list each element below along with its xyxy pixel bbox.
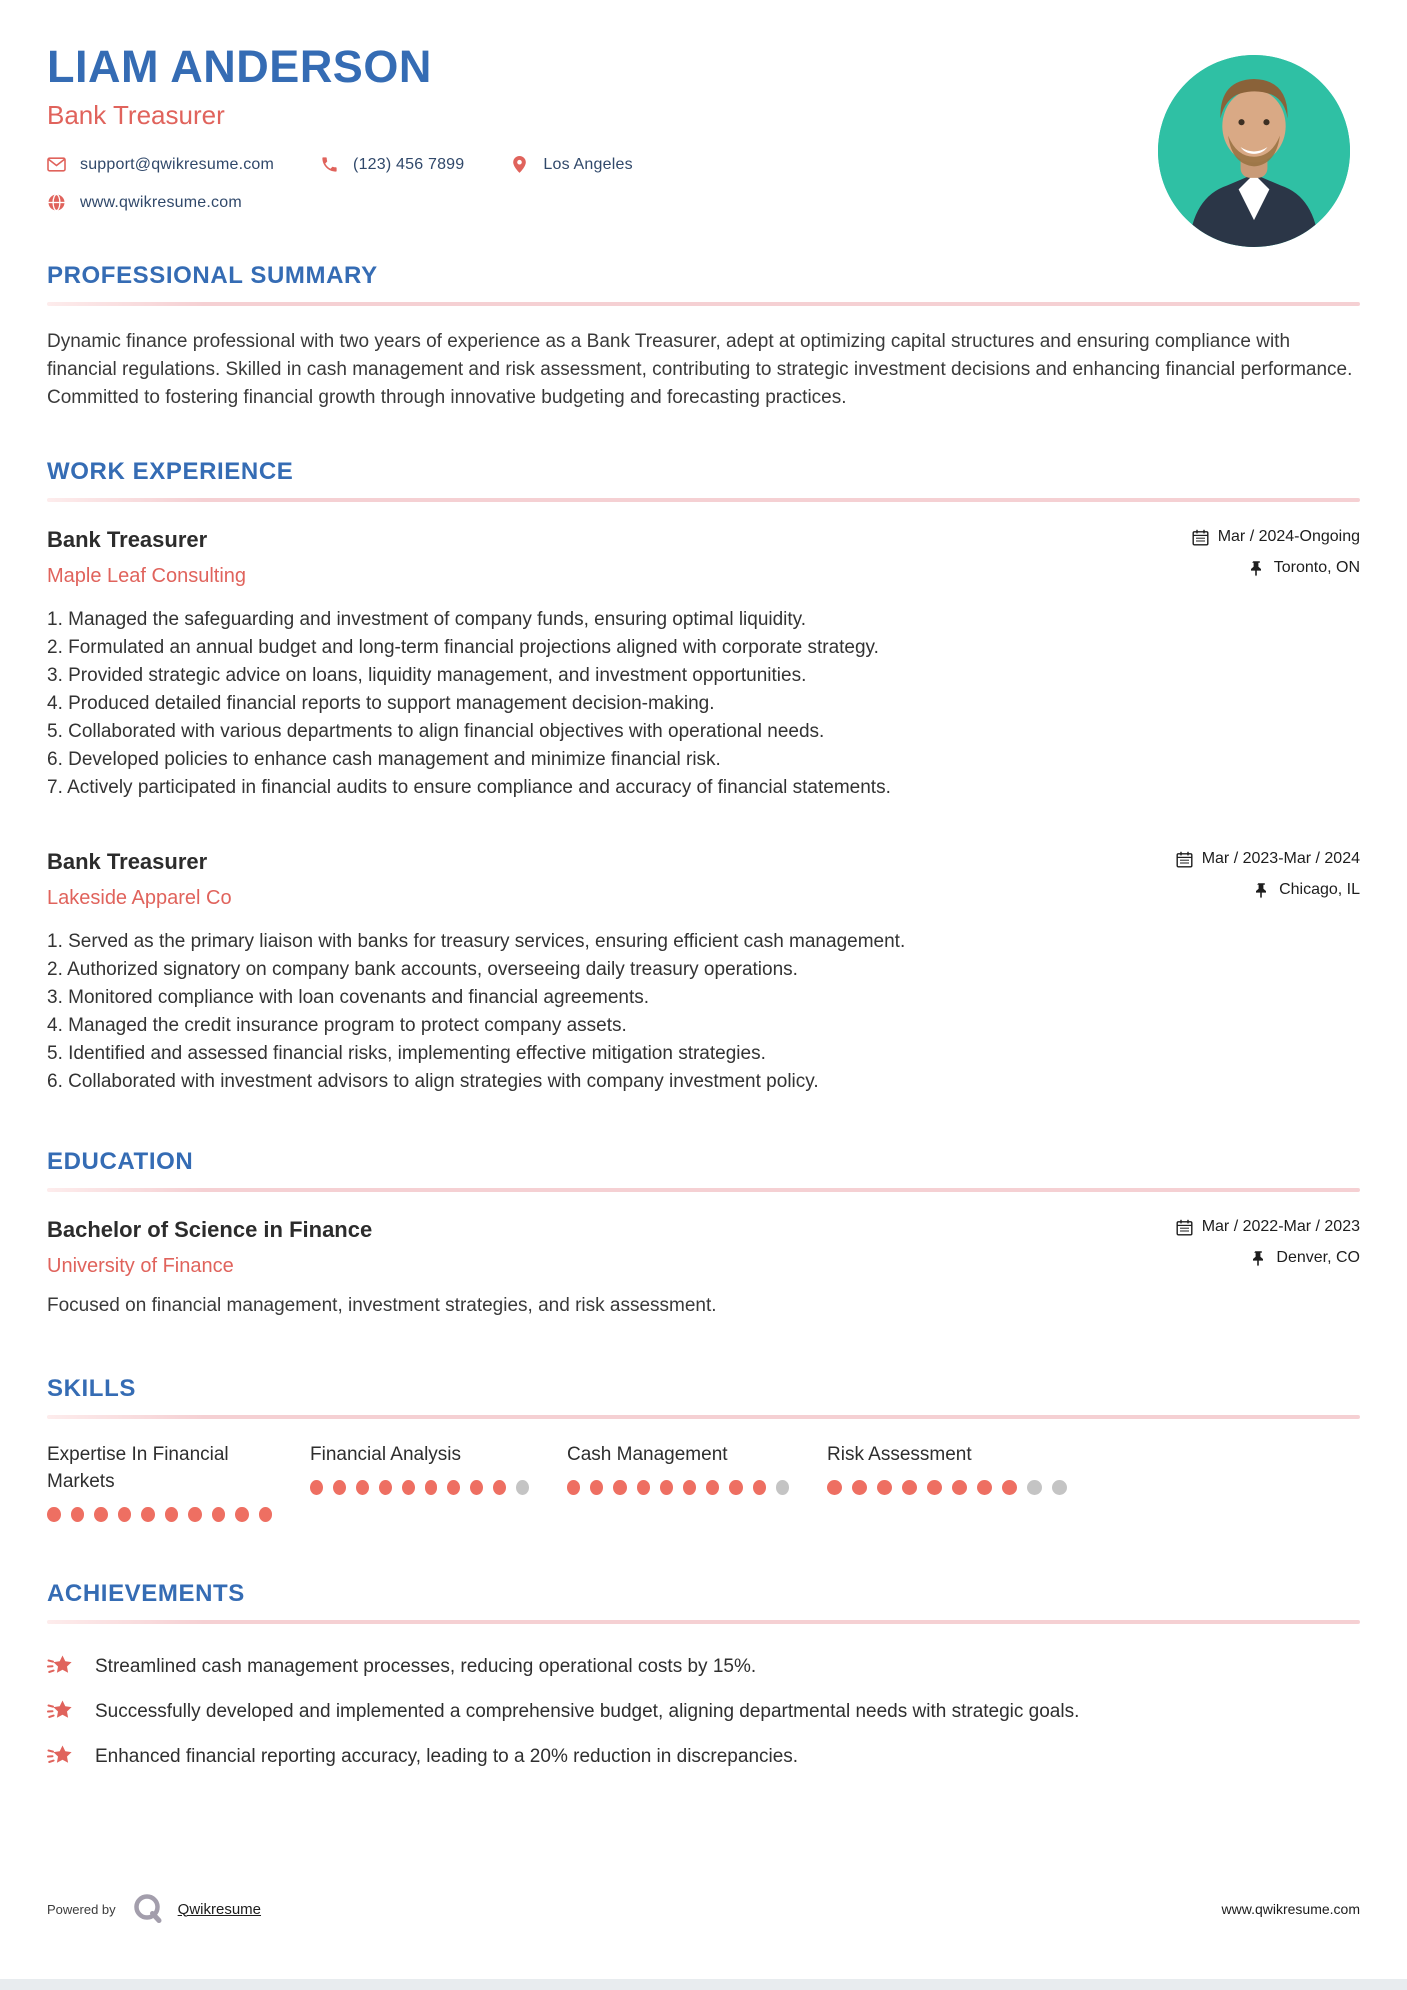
skill-rating-dot (425, 1480, 438, 1495)
calendar-icon (1176, 1219, 1193, 1236)
footer-powered-by (47, 1893, 261, 1925)
education-entry (47, 1216, 1360, 1319)
job-bullet-list (47, 606, 1360, 802)
page-bottom-edge (0, 1979, 1407, 1990)
job-entry (47, 526, 1360, 802)
pushpin-icon (1248, 560, 1265, 577)
job-dates: Mar / 2023-Mar / 2024 (1201, 850, 1360, 867)
list-item: 4. Managed the credit insurance program to protect company assets. (47, 1015, 627, 1036)
job-entry (47, 848, 1360, 1096)
skill-rating-dot (927, 1480, 942, 1495)
footer-website-link[interactable]: www.qwikresume.com (1221, 1901, 1360, 1917)
profile-photo (1158, 55, 1350, 247)
skill-rating-dot (776, 1480, 789, 1495)
achievement-star-icon (47, 1652, 74, 1679)
skill-rating-dot (852, 1480, 867, 1495)
skill-rating-dot (379, 1480, 392, 1495)
achievement-star-icon (47, 1742, 74, 1769)
skill-rating-dot (877, 1480, 892, 1495)
job-heading (47, 526, 246, 588)
skill-rating (47, 1507, 272, 1522)
skill-rating-dot (1052, 1480, 1067, 1495)
skill-rating-dot (827, 1480, 842, 1495)
location-pin-icon (510, 155, 529, 174)
job-company: Maple Leaf Consulting (47, 565, 247, 587)
pushpin-icon (1253, 882, 1270, 899)
job-heading (47, 848, 232, 910)
section-divider (47, 1415, 1360, 1419)
achievement-star-icon (47, 1697, 74, 1724)
person-name: LIAM ANDERSON (47, 41, 432, 92)
section-education (47, 1148, 1360, 1319)
page-footer (47, 1893, 1360, 1925)
skill-rating-dot (753, 1480, 766, 1495)
section-title: WORK EXPERIENCE (47, 458, 294, 485)
section-title: EDUCATION (47, 1148, 194, 1175)
skill-name: Financial Analysis (310, 1444, 462, 1465)
skill-rating-dot (977, 1480, 992, 1495)
education-school: University of Finance (47, 1255, 234, 1277)
section-divider (47, 498, 1360, 502)
skill-rating-dot (567, 1480, 580, 1495)
section-divider (47, 1620, 1360, 1624)
list-item: 2. Formulated an annual budget and long-term financial projections aligned with corporate strategy. (47, 637, 879, 658)
education-dates: Mar / 2022-Mar / 2023 (1201, 1218, 1360, 1235)
section-skills (47, 1375, 1360, 1522)
skill-rating-dot (660, 1480, 673, 1495)
skill-item (567, 1441, 827, 1522)
skill-rating-dot (310, 1480, 323, 1495)
job-role: Bank Treasurer (47, 527, 208, 552)
skill-rating-dot (356, 1480, 369, 1495)
skill-rating-dot (683, 1480, 696, 1495)
skill-rating-dot (470, 1480, 483, 1495)
skill-rating (827, 1480, 1322, 1495)
section-title: ACHIEVEMENTS (47, 1580, 245, 1607)
skill-rating-dot (729, 1480, 742, 1495)
powered-by-label: Powered by (47, 1901, 116, 1917)
list-item: 6. Collaborated with investment advisors to align strategies with company investment policy. (47, 1071, 819, 1092)
skill-rating-dot (1002, 1480, 1017, 1495)
skill-item (827, 1441, 1360, 1522)
skill-rating-dot (516, 1480, 529, 1495)
job-bullet-list (47, 928, 1360, 1096)
skill-item (310, 1441, 567, 1522)
job-meta (1176, 848, 1360, 899)
achievement-text: Successfully developed and implemented a comprehensive budget, aligning departmental needs with strategic goals. (95, 1701, 1080, 1722)
list-item: 3. Provided strategic advice on loans, liquidity management, and investment opportunities. (47, 665, 807, 686)
skill-rating-dot (259, 1507, 273, 1522)
skill-rating-dot (235, 1507, 249, 1522)
contact-row-2 (47, 193, 1360, 212)
achievement-text: Streamlined cash management processes, reducing operational costs by 15%. (95, 1656, 757, 1677)
list-item: 2. Authorized signatory on company bank accounts, overseeing daily treasury operations. (47, 959, 798, 980)
skill-rating-dot (402, 1480, 415, 1495)
job-meta (1192, 526, 1360, 577)
contact-website[interactable] (47, 193, 242, 212)
list-item: 4. Produced detailed financial reports to support management decision-making. (47, 693, 715, 714)
list-item: 1. Served as the primary liaison with banks for treasury services, ensuring efficient cash management. (47, 931, 906, 952)
calendar-icon (1192, 529, 1209, 546)
qwikresume-brand-link[interactable]: Qwikresume (177, 1900, 262, 1918)
skill-rating-dot (902, 1480, 917, 1495)
section-professional-summary (47, 262, 1360, 412)
skill-rating-dot (165, 1507, 179, 1522)
skill-rating-dot (118, 1507, 132, 1522)
list-item: 1. Managed the safeguarding and investment of company funds, ensuring optimal liquidity. (47, 609, 807, 630)
section-achievements (47, 1580, 1360, 1770)
education-meta (1176, 1216, 1360, 1267)
skill-rating-dot (333, 1480, 346, 1495)
skill-rating-dot (590, 1480, 603, 1495)
section-title: PROFESSIONAL SUMMARY (47, 262, 378, 289)
achievement-item (47, 1742, 1360, 1770)
skill-rating-dot (493, 1480, 506, 1495)
calendar-icon (1176, 851, 1193, 868)
skill-item (47, 1441, 310, 1522)
profile-photo-illustration (1158, 55, 1350, 247)
summary-paragraph: Dynamic finance professional with two years of experience as a Bank Treasurer, adept at optimizing capital structures and ensuring compliance with financial regulations. Skilled in cash management and risk assessment, contributing to strategic investment decisions and enhancing financial performance. Committed to fostering financial growth through innovative budgeting and forecasting practices. (47, 331, 1353, 408)
skill-rating (567, 1480, 789, 1495)
achievement-item (47, 1652, 1360, 1680)
contact-location (510, 155, 632, 174)
education-degree: Bachelor of Science in Finance (47, 1217, 373, 1242)
job-location: Chicago, IL (1279, 881, 1360, 898)
skill-rating (310, 1480, 529, 1495)
contact-phone[interactable] (320, 155, 464, 174)
pushpin-icon (1250, 1250, 1267, 1267)
phone-icon (320, 155, 339, 174)
achievement-item (47, 1697, 1360, 1725)
skill-rating-dot (613, 1480, 626, 1495)
list-item: 5. Identified and assessed financial risks, implementing effective mitigation strategies. (47, 1043, 766, 1064)
email-icon (47, 155, 66, 174)
skills-grid (47, 1441, 1360, 1522)
skill-name: Risk Assessment (827, 1444, 972, 1465)
skill-rating-dot (952, 1480, 967, 1495)
skill-rating-dot (71, 1507, 85, 1522)
skill-name: Cash Management (567, 1444, 728, 1465)
globe-icon (47, 193, 66, 212)
job-role: Bank Treasurer (47, 849, 208, 874)
list-item: 6. Developed policies to enhance cash management and minimize financial risk. (47, 749, 721, 770)
section-divider (47, 302, 1360, 306)
skill-rating-dot (1027, 1480, 1042, 1495)
contact-location-text: Los Angeles (543, 155, 633, 173)
contact-email-text: support@qwikresume.com (80, 155, 275, 173)
skill-name: Expertise In Financial Markets (47, 1444, 229, 1492)
contact-phone-text: (123) 456 7899 (353, 155, 465, 173)
education-description: Focused on financial management, investment strategies, and risk assessment. (47, 1295, 717, 1316)
skill-rating-dot (188, 1507, 202, 1522)
skill-rating-dot (141, 1507, 155, 1522)
job-company: Lakeside Apparel Co (47, 887, 232, 909)
list-item: 7. Actively participated in financial audits to ensure compliance and accuracy of financial statements. (47, 777, 891, 798)
education-location: Denver, CO (1276, 1249, 1360, 1266)
skill-rating-dot (47, 1507, 61, 1522)
skill-rating-dot (706, 1480, 719, 1495)
job-location: Toronto, ON (1273, 559, 1360, 576)
job-dates: Mar / 2024-Ongoing (1217, 528, 1360, 545)
achievement-text: Enhanced financial reporting accuracy, leading to a 20% reduction in discrepancies. (95, 1746, 799, 1767)
list-item: 3. Monitored compliance with loan covenants and financial agreements. (47, 987, 650, 1008)
section-work-experience (47, 458, 1360, 1096)
contact-email[interactable] (47, 155, 274, 174)
qwikresume-logo-icon (132, 1893, 164, 1925)
skill-rating-dot (447, 1480, 460, 1495)
person-job-title: Bank Treasurer (47, 100, 225, 130)
skill-rating-dot (637, 1480, 650, 1495)
skill-rating-dot (212, 1507, 226, 1522)
section-divider (47, 1188, 1360, 1192)
education-heading (47, 1216, 372, 1278)
skill-rating-dot (94, 1507, 108, 1522)
contact-website-text: www.qwikresume.com (80, 193, 242, 211)
section-title: SKILLS (47, 1375, 136, 1402)
list-item: 5. Collaborated with various departments to align financial objectives with operational needs. (47, 721, 825, 742)
